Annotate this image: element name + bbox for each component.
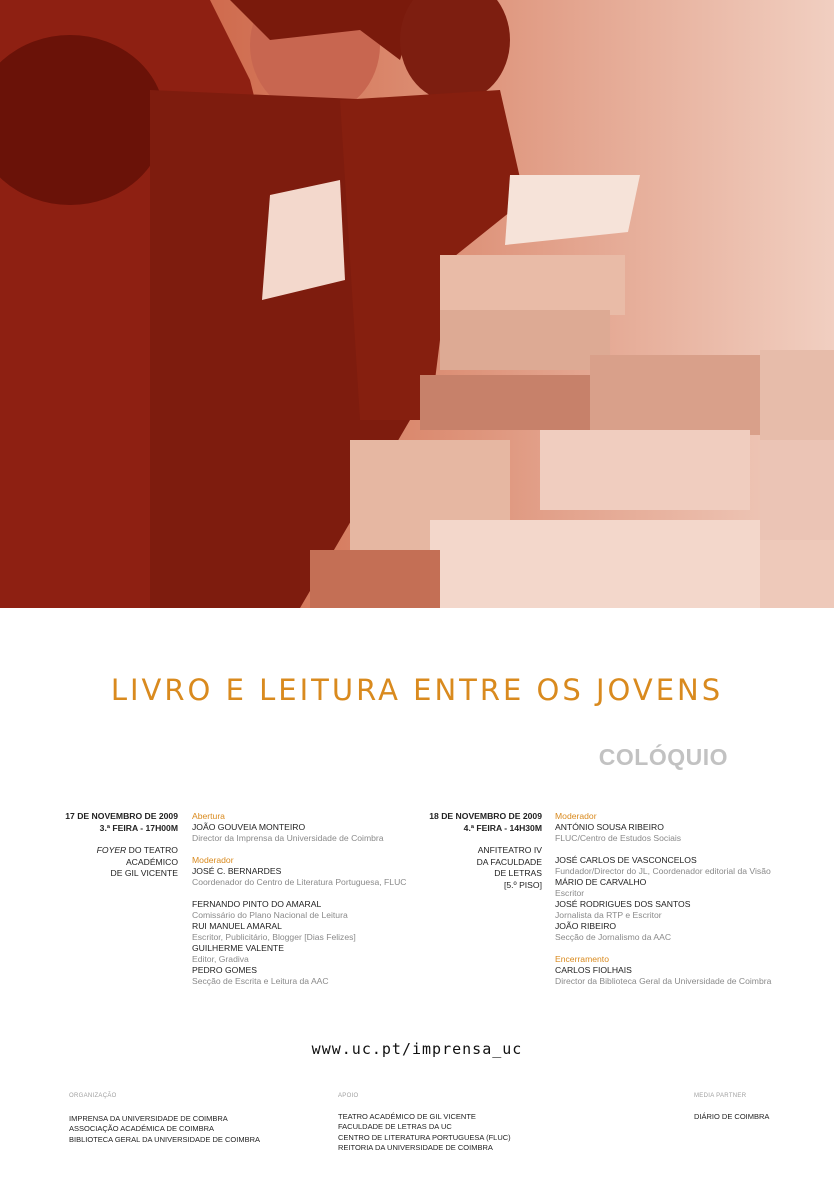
day1-venue [65,845,178,880]
footer-apoio-item: REITORIA DA UNIVERSIDADE DE COIMBRA [338,1143,493,1152]
footer-apoio [338,1091,511,1154]
day2-program [555,811,771,998]
poster-subtitle: COLÓQUIO [598,744,728,770]
day1-speaker-desc: Coordenador do Centro de Literatura Portuguesa, FLUC [192,877,407,887]
day2-speaker-desc: Jornalista da RTP e Escritor [555,910,662,920]
day1-role-label: Abertura [192,811,225,821]
day1-venue-line3: DE GIL VICENTE [110,868,178,878]
day2-role-label: Moderador [555,811,597,821]
poster-title: LIVRO E LEITURA ENTRE OS JOVENS [110,673,724,707]
footer-apoio-item: TEATRO ACADÉMICO DE GIL VICENTE [338,1111,476,1121]
footer-apoio-item: FACULDADE DE LETRAS DA UC [338,1122,452,1131]
day2-speaker-name: JOSÉ CARLOS DE VASCONCELOS [555,855,697,865]
day1-speaker-desc: Secção de Escrita e Leitura da AAC [192,976,329,986]
day1-program [192,811,407,998]
day2-venue-line1: ANFITEATRO IV [477,845,542,855]
day2-venue-line4: [5.º PISO] [503,879,542,890]
footer-org-item: BIBLIOTECA GERAL DA UNIVERSIDADE DE COIMBRA [69,1134,261,1144]
day1-group [192,855,407,888]
footer-media-item: DIÁRIO DE COIMBRA [694,1111,770,1121]
day2-venue [429,845,542,891]
day2-role-label: Encerramento [555,954,609,964]
day2-date: 18 DE NOVEMBRO DE 2009 [429,811,542,821]
day2-group [555,811,771,844]
day2-venue-line3: DE LETRAS [494,868,542,878]
day2-speaker-name: JOSÉ RODRIGUES DOS SANTOS [555,899,691,909]
footer-org-item: IMPRENSA DA UNIVERSIDADE DE COIMBRA [69,1113,228,1123]
day2-venue-line2: DA FACULDADE [476,856,542,867]
footer-org-label: ORGANIZAÇÃO [69,1093,117,1099]
footer-media-partner [694,1091,769,1122]
footer-apoio-label: APOIO [338,1093,359,1099]
day2-speaker-desc: Fundador/Director do JL, Coordenador editorial da Visão [555,866,771,876]
day1-role-label: Moderador [192,855,234,865]
day1-time: 3.ª FEIRA - 17H00M [99,822,178,833]
day1-date: 17 DE NOVEMBRO DE 2009 [65,811,178,821]
day1-venue-foyer: FOYER [96,845,127,855]
day1-speaker-name: RUI MANUEL AMARAL [192,921,282,931]
footer-apoio-item: CENTRO DE LITERATURA PORTUGUESA (FLUC) [338,1132,511,1142]
day1-info [65,811,178,880]
day1-group [192,899,407,987]
day1-speaker-desc: Comissário do Plano Nacional de Leitura [192,910,348,920]
day2-info [429,811,542,891]
day2-speaker-name: MÁRIO DE CARVALHO [555,877,647,887]
day1-venue-rest: DO TEATRO [126,845,178,855]
day1-venue-line2: ACADÉMICO [125,856,178,867]
day2-speaker-desc: Secção de Jornalismo da AAC [555,932,672,942]
day1-speaker-name: PEDRO GOMES [192,965,257,975]
day2-speaker-name: ANTÓNIO SOUSA RIBEIRO [555,822,664,832]
day2-speaker-desc: Director da Biblioteca Geral da Universidade de Coimbra [555,976,772,986]
day2-group [555,954,771,987]
day1-speaker-name: FERNANDO PINTO DO AMARAL [192,899,322,909]
footer-media-label: MEDIA PARTNER [694,1093,747,1099]
day2-speaker-desc: Escritor [555,888,585,898]
day1-speaker-desc: Escritor, Publicitário, Blogger [Dias Felizes] [192,932,356,942]
website-url[interactable]: www.uc.pt/imprensa_uc [311,1040,523,1058]
day2-speaker-desc: FLUC/Centro de Estudos Sociais [555,833,682,843]
day1-speaker-desc: Editor, Gradiva [192,954,249,964]
footer-organizacao [69,1091,260,1145]
day1-group [192,811,407,844]
day1-speaker-name: JOSÉ C. BERNARDES [192,866,282,876]
day2-time: 4.ª FEIRA - 14H30M [463,822,542,833]
day1-speaker-name: JOÃO GOUVEIA MONTEIRO [192,822,306,832]
day2-speaker-name: JOÃO RIBEIRO [555,921,617,931]
day2-speaker-name: CARLOS FIOLHAIS [555,965,632,975]
day1-speaker-name: GUILHERME VALENTE [192,943,285,953]
day2-group [555,855,771,943]
day1-speaker-desc: Director da Imprensa da Universidade de Coimbra [192,833,384,843]
footer-org-item: ASSOCIAÇÃO ACADÉMICA DE COIMBRA [69,1124,215,1133]
